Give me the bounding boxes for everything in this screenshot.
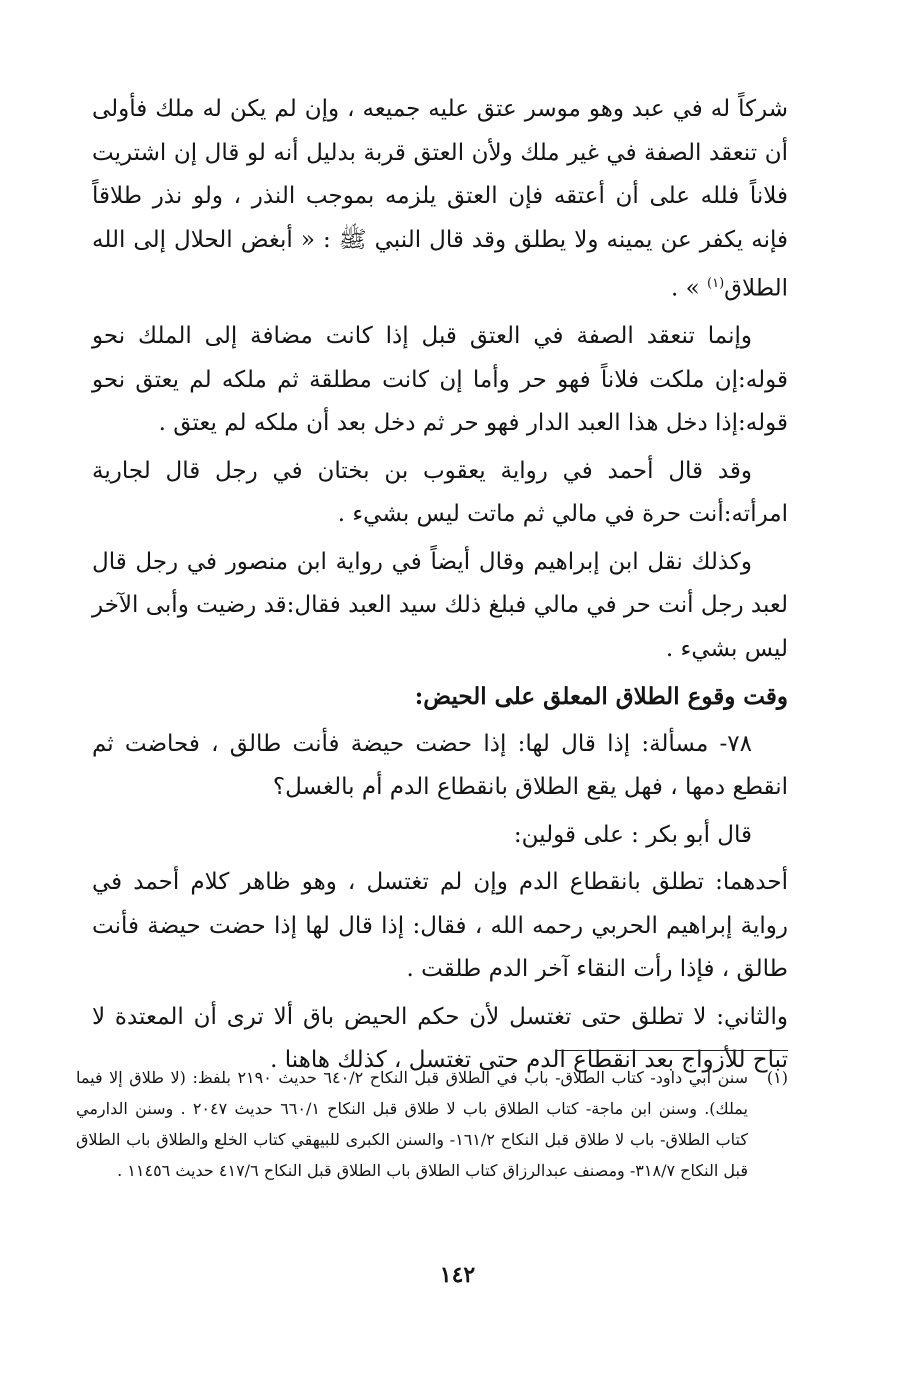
- first-opinion: أحدهما: تطلق بانقطاع الدم وإن لم تغتسل ، وهو ظاهر كلام أحمد في رواية إبراهيم الحربي رحمه الله ، فقال: إذا قال لها إذا حضت حيضة فأنت طالق ، فإذا رأت النقاء آخر الدم طلقت .: [92, 869, 788, 983]
- paragraph-2: وإنما تنعقد الصفة في العتق قبل إذا كانت مضافة إلى الملك نحو قوله:إن ملكت فلاناً فهو حر وأما إن كانت مطلقة ثم ملكه لم يعتق نحو قوله:إذا دخل هذا العبد الدار فهو حر ثم دخل بعد أن ملكه لم يعتق .: [92, 323, 788, 437]
- paragraph-1: [92, 88, 788, 311]
- footnotes: [76, 1062, 788, 1186]
- footnote-marker: (١): [707, 276, 725, 291]
- paragraph-4: وكذلك نقل ابن إبراهيم وقال أيضاً في رواية ابن منصور في رجل قال لعبد رجل أنت حر في مالي فبلغ ذلك سيد العبد فقال:قد رضيت وأبى الآخر ليس بشيء .: [92, 548, 788, 662]
- section-heading: وقت وقوع الطلاق المعلق على الحيض:: [414, 683, 788, 711]
- page-number: ١٤٢: [439, 1262, 476, 1288]
- footnote-text: سنن أبي داود- كتاب الطلاق- باب في الطلاق قبل النكاح ٦٤٠/٢ حديث ٢١٩٠ بلفظ: (لا طلاق إلا فيما يملك). وسنن ابن ماجة- كتاب الطلاق باب لا طلاق قبل النكاح ٦٦٠/١ حديث ٢٠٤٧ . وسنن الدارمي كتاب الطلاق- باب لا طلاق قبل النكاح ١٦١/٢- والسنن الكبرى للبيهقي كتاب الخلع والطلاق باب الطلاق قبل النكاح ٣١٨/٧- ومصنف عبدالرزاق كتاب الطلاق باب الطلاق قبل النكاح ٤١٧/٦ حديث ١١٤٥٦ .: [76, 1068, 749, 1180]
- paragraph-3: وقد قال أحمد في رواية يعقوب بن بختان في رجل قال لجارية امرأته:أنت حرة في مالي ثم ماتت ليس بشيء .: [92, 457, 788, 528]
- second-opinion: والثاني: لا تطلق حتى تغتسل لأن حكم الحيض باق ألا ترى أن المعتدة لا تباح للأزواج بعد انقطاع الدم حتى تغتسل ، كذلك هاهنا .: [92, 1003, 788, 1074]
- abu-bakr-statement: قال أبو بكر : على قولين:: [513, 821, 752, 848]
- paragraph-1-text: شركاً له في عبد وهو موسر عتق عليه جميعه ، وإن لم يكن له ملك فأولى أن تنعقد الصفة في غير ملك ولأن العتق قربة بدليل أنه لو قال إن اشتريت فلاناً فلله على أن أعتقه فإن العتق يلزمه بموجب النذر ، ولو نذر طلاقاً فإنه يكفر عن يمينه ولا يطلق وقد قال النبي ﷺ : « أبغض الحلال إلى الله الطلاق: [92, 96, 788, 302]
- footnote-separator: [556, 1050, 788, 1051]
- issue-78: ٧٨- مسألة: إذا قال لها: إذا حضت حيضة فأنت طالق ، فحاضت ثم انقطع دمها ، فهل يقع الطلاق بانقطاع الدم أم بالغسل؟: [92, 730, 788, 801]
- main-text: [92, 88, 788, 1083]
- footnote-number: (١): [766, 1068, 788, 1087]
- paragraph-1-end: » .: [671, 275, 708, 302]
